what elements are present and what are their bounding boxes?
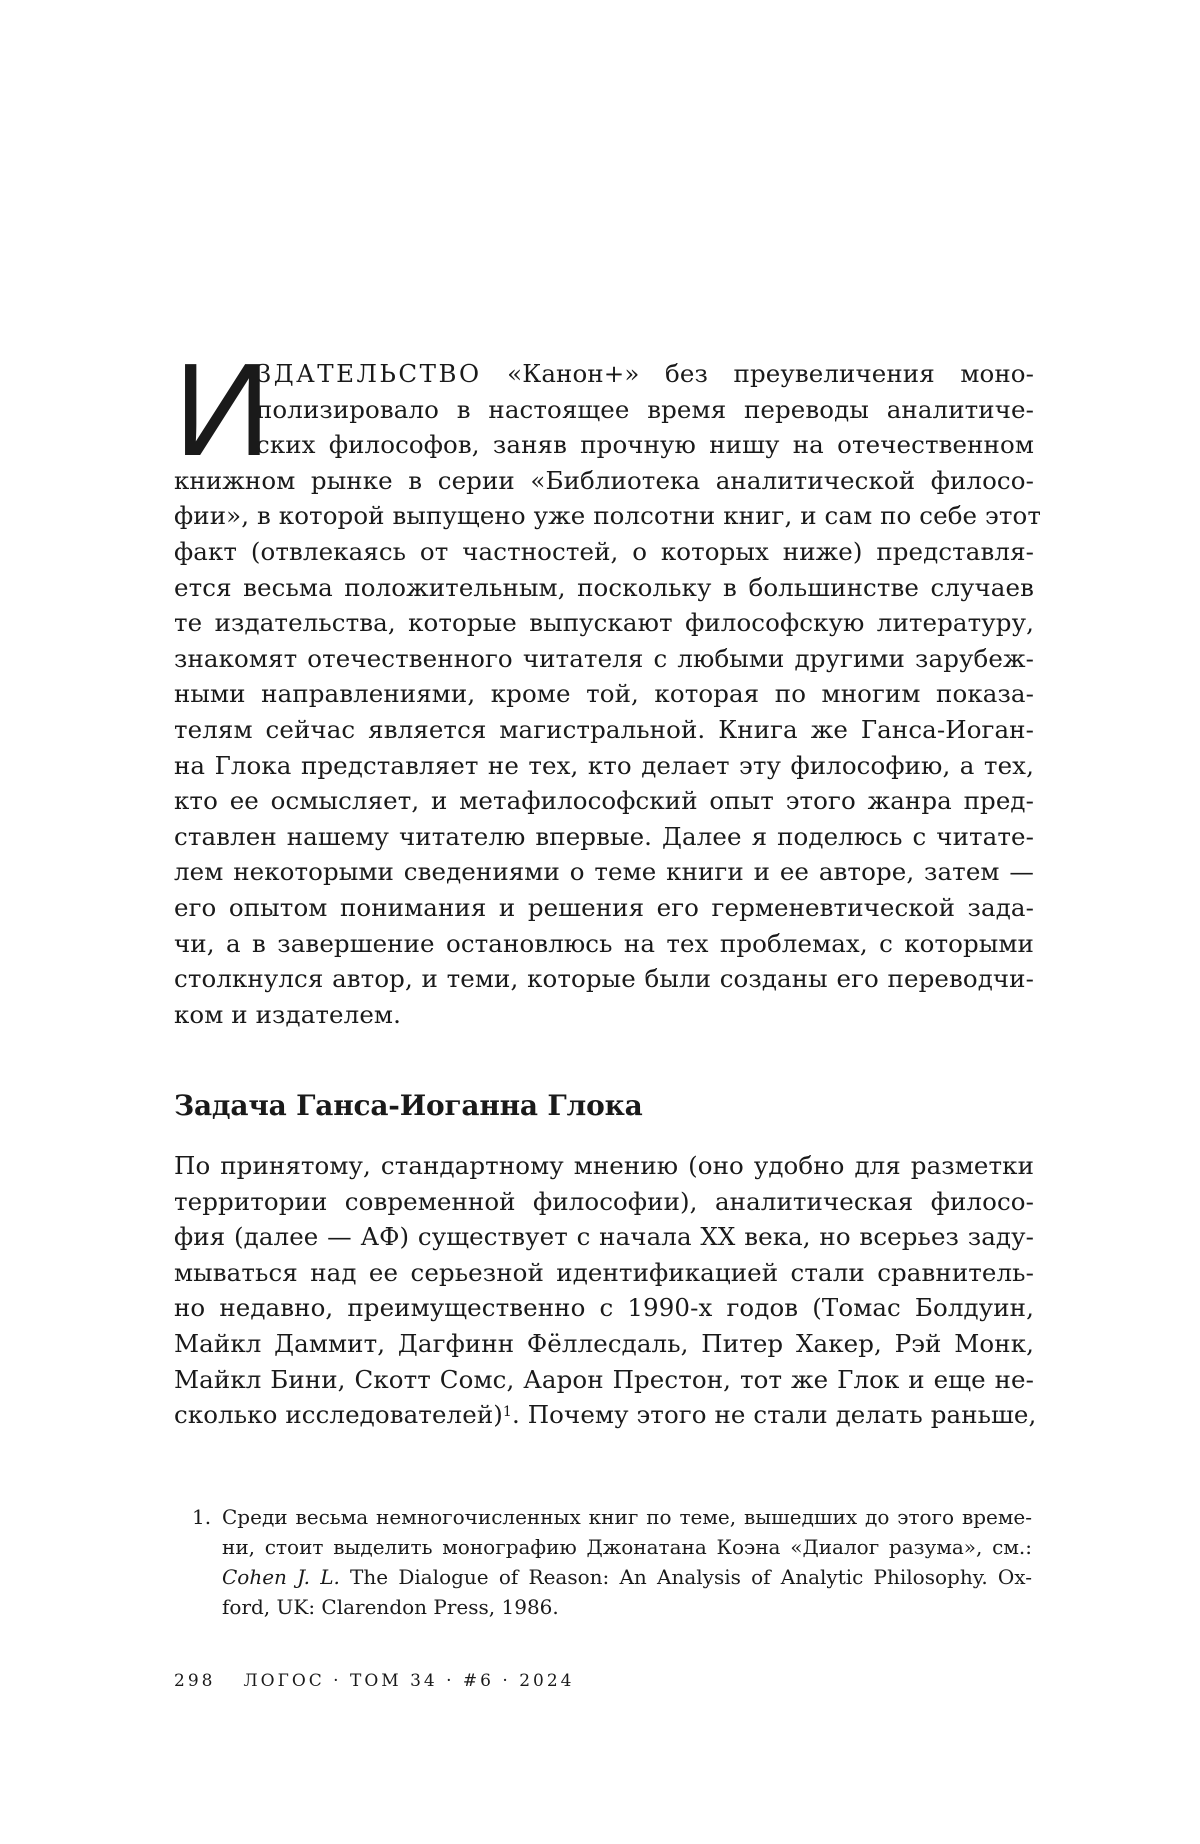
intro-line: фии», в которой выпущено уже полсотни книг, и сам по себе этот [174,501,1042,531]
intro-line: ЗДАТЕЛЬСТВО «Канон+» без преувеличения моно- [256,359,1034,388]
intro-line: факт (отвлекаясь от частностей, о которых ниже) представля- [174,536,1034,566]
section-line: Майкл Даммит, Дагфинн Фёллесдаль, Питер Хакер, Рэй Монк, [174,1328,1034,1358]
footnote-number: 1. [192,1505,212,1529]
intro-line: на Глока представляет не тех, кто делает эту философию, а тех, [174,750,1034,780]
intro-line: ком и издателем. [174,999,401,1029]
intro-line: книжном рынке в серии «Библиотека аналитической филосо- [174,465,1034,495]
page-footer [174,1671,574,1691]
intro-line: телям сейчас является магистральной. Книга же Ганса-Иоган- [174,714,1034,744]
drop-cap-letter: И [174,336,271,483]
intro-line: чи, а в завершение остановлюсь на тех проблемах, с которыми [174,928,1034,958]
section-line: мываться над ее серьезной идентификацией стали сравнитель- [174,1257,1034,1287]
page-number: 298 [174,1671,216,1691]
footnote-reference[interactable]: 1 [502,1404,512,1421]
intro-paragraph [174,336,1042,1032]
small-caps-word: ЗДАТЕЛЬСТВО [256,359,482,388]
intro-line: те издательства, которые выпускают философскую литературу, [174,608,1034,638]
section-heading: Задача Ганса-Иоганна Глока [174,1089,643,1122]
intro-line: ставлен нашему читателю впервые. Далее я поделюсь с читате- [174,821,1034,851]
section-line: сколько исследователей)$^1$. Почему этого не стали делать раньше, [174,1400,1037,1430]
section-line: Майкл Бини, Скотт Сомс, Аарон Престон, тот же Глок и еще не- [174,1364,1034,1394]
section-line: По принятому, стандартному мнению (оно удобно для разметки [174,1151,1034,1180]
intro-line: его опытом понимания и решения его герменевтической зада- [174,892,1034,922]
intro-line: полизировало в настоящее время переводы аналитиче- [256,394,1034,424]
intro-line: кто ее осмысляет, и метафилософский опыт этого жанра пред- [174,786,1034,816]
intro-line: столкнулся автор, и теми, которые были созданы его переводчи- [174,964,1034,994]
intro-line: ными направлениями, кроме той, которая по многим показа- [174,679,1034,709]
intro-line: ется весьма положительным, поскольку в большинстве случаев [174,572,1034,602]
section-line: фия (далее — АФ) существует с начала XX века, но всерьез заду- [174,1222,1034,1252]
journal-info: ЛОГОС · ТОМ 34 · #6 · 2024 [243,1671,575,1691]
footnote-line: Среди весьма немногочисленных книг по теме, вышедших до этого време- [222,1505,1032,1529]
intro-line: знакомят отечественного читателя с любыми другими зарубеж- [174,643,1034,673]
author-name-italic: Cohen J. L. [222,1565,340,1589]
footnote [192,1502,1032,1622]
section-line: но недавно, преимущественно с 1990-х годов (Томас Болдуин, [174,1293,1034,1323]
footnote-line: Cohen J. L. The Dialogue of Reason: An Analysis of Analytic Philosophy. Ox- [222,1565,1032,1589]
section-paragraph [174,1148,1037,1433]
footnote-line: ни, стоит выделить монографию Джонатана Коэна «Диалог разума», см.: [222,1535,1032,1559]
intro-line: лем некоторыми сведениями о теме книги и ее авторе, затем — [174,857,1034,887]
footnote-line: ford, UK: Clarendon Press, 1986. [222,1595,559,1619]
section-line: территории современной философии), аналитическая филосо- [174,1186,1034,1216]
intro-line: ских философов, заняв прочную нишу на отечественном [256,430,1034,460]
